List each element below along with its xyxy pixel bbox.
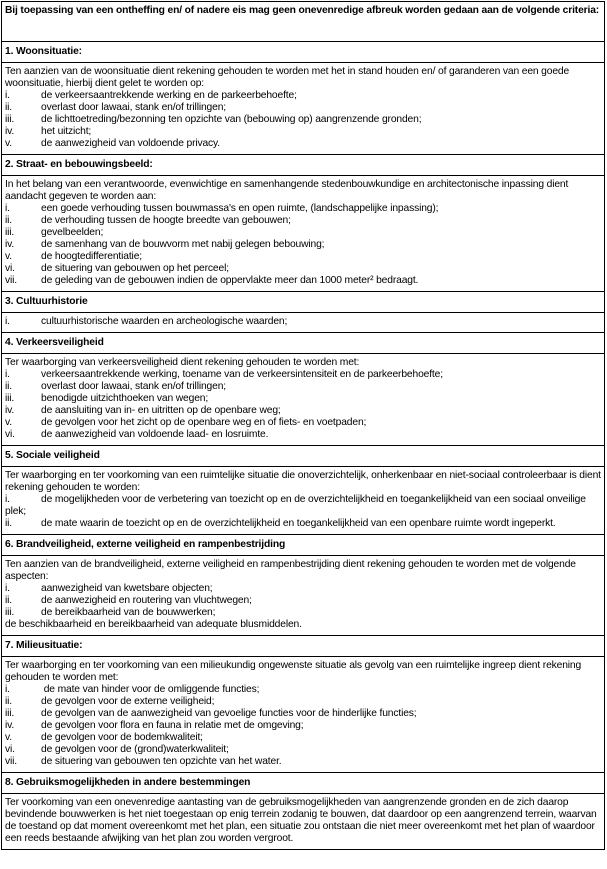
item-number: iii. [5, 393, 15, 404]
criteria-item [5, 227, 601, 239]
section-paragraph: Ten aanzien van de woonsituatie dient rekening gehouden te worden met het in stand houden en/ of garanderen van een goede woonsituatie, hierbij dient gelet te worden op: [5, 66, 570, 89]
item-text: cultuurhistorische waarden en archeologische waarden; [41, 316, 288, 327]
criteria-item [5, 239, 601, 251]
item-text: de mate waarin de toezicht op en de overzichtelijkheid en toegankelijkheid van een openbare ruimte wordt ingeperkt. [41, 518, 556, 529]
item-text: de bereikbaarheid van de bouwwerken; [41, 607, 216, 618]
section-title: 6. Brandveiligheid, externe veiligheid en rampenbestrijding [2, 535, 605, 556]
criteria-item [5, 215, 601, 227]
item-text: verkeersaantrekkende werking, toename van de verkeersintensiteit en de parkeerbehoefte; [41, 369, 443, 380]
item-text: de aanwezigheid van voldoende privacy. [41, 138, 221, 149]
criteria-item [5, 720, 601, 732]
item-number: ii. [5, 595, 12, 606]
item-text: de gevolgen van de aanwezigheid van gevoelige functies voor de hinderlijke functies; [41, 708, 417, 719]
criteria-item [5, 316, 601, 328]
criteria-document [1, 1, 605, 850]
item-text: een goede verhouding tussen bouwmassa's en open ruimte, (landschappelijke inpassing); [41, 203, 439, 214]
item-text: de verkeersaantrekkende werking en de parkeerbehoefte; [41, 90, 297, 101]
item-number: iv. [5, 239, 15, 250]
item-number: ii. [5, 696, 12, 707]
item-number: vi. [5, 744, 15, 755]
section-header-cultuurhistorie [2, 292, 605, 313]
item-text: de gevolgen voor de bodemkwaliteit; [41, 732, 203, 743]
criteria-item [5, 263, 601, 275]
criteria-item [5, 393, 601, 405]
section-content [2, 176, 605, 292]
item-text: de gevolgen voor flora en fauna in relatie met de omgeving; [41, 720, 304, 731]
section-header-straat-en-bebouwingsbeeld [2, 155, 605, 176]
item-text: de aanwezigheid en routering van vluchtwegen; [41, 595, 252, 606]
section-body-straat-en-bebouwingsbeeld [2, 176, 605, 292]
item-text: overlast door lawaai, stank en/of trillingen; [41, 102, 226, 113]
criteria-item [5, 251, 601, 263]
item-text: de mate van hinder voor de omliggende functies; [41, 684, 260, 695]
criteria-item [5, 369, 601, 381]
item-number: i. [5, 203, 10, 214]
item-number: ii. [5, 215, 12, 226]
criteria-item [5, 90, 601, 102]
intro-text: Bij toepassing van een ontheffing en/ of nadere eis mag geen onevenredige afbreuk worden gedaan aan de volgende criteria: [2, 2, 605, 42]
section-content [2, 794, 605, 850]
criteria-item [5, 744, 601, 756]
criteria-item [5, 126, 601, 138]
item-number: vi. [5, 429, 15, 440]
item-text: de gevolgen voor het zicht op de openbare weg en of fiets- en voetpaden; [41, 417, 367, 428]
section-paragraph: Ten aanzien van de brandveiligheid, externe veiligheid en rampenbestrijding dient rekening gehouden te worden met de volgende aspecten: [5, 559, 576, 582]
item-number: iii. [5, 708, 15, 719]
criteria-item [5, 494, 601, 518]
item-number: v. [5, 417, 12, 428]
section-header-sociale-veiligheid [2, 446, 605, 467]
section-body-brandveiligheid-externe-veiligheid-en-rampenbestrijding [2, 556, 605, 636]
item-text: het uitzicht; [41, 126, 92, 137]
section-header-woonsituatie [2, 42, 605, 63]
item-text: de situering van gebouwen op het perceel; [41, 263, 229, 274]
item-number: ii. [5, 381, 12, 392]
criteria-item [5, 684, 601, 696]
section-title: 3. Cultuurhistorie [2, 292, 605, 313]
section-content [2, 354, 605, 446]
criteria-item [5, 595, 601, 607]
item-text: de samenhang van de bouwvorm met nabij gelegen bebouwing; [41, 239, 325, 250]
criteria-item [5, 518, 601, 530]
section-content [2, 556, 605, 636]
item-text: de gevolgen voor de (grond)waterkwaliteit; [41, 744, 229, 755]
item-number: i. [5, 494, 10, 505]
item-text: de situering van gebouwen ten opzichte van het water. [41, 756, 282, 767]
section-paragraph: In het belang van een verantwoorde, evenwichtige en samenhangende stedenbouwkundige en architectonische inpassing dient aandacht gegeven te worden aan: [5, 179, 569, 202]
criteria-table [1, 1, 605, 850]
item-text: de gevolgen voor de externe veiligheid; [41, 696, 215, 707]
section-paragraph: Ter waarborging van verkeersveiligheid dient rekening gehouden te worden met: [5, 357, 360, 368]
item-number: v. [5, 251, 12, 262]
section-body-sociale-veiligheid [2, 467, 605, 535]
item-text: de aanwezigheid van voldoende laad- en losruimte. [41, 429, 269, 440]
item-text: de aansluiting van in- en uitritten op de openbare weg; [41, 405, 281, 416]
section-title: 4. Verkeersveiligheid [2, 333, 605, 354]
criteria-item [5, 696, 601, 708]
item-number: i. [5, 316, 10, 327]
item-text: overlast door lawaai, stank en/of trillingen; [41, 381, 226, 392]
criteria-item [5, 275, 601, 287]
item-text: de geleding van de gebouwen indien de oppervlakte meer dan 1000 meter² bedraagt. [41, 275, 419, 286]
item-number: i. [5, 684, 10, 695]
item-text: de hoogtedifferentiatie; [41, 251, 142, 262]
item-number: vi. [5, 263, 15, 274]
item-number: iv. [5, 126, 15, 137]
item-number: i. [5, 369, 10, 380]
item-number: vii. [5, 756, 17, 767]
item-number: iii. [5, 227, 15, 238]
section-title: 1. Woonsituatie: [2, 42, 605, 63]
criteria-item [5, 429, 601, 441]
item-text: gevelbeelden; [41, 227, 104, 238]
section-content [2, 313, 605, 333]
item-text: benodigde uitzichthoeken van wegen; [41, 393, 209, 404]
section-content [2, 63, 605, 155]
criteria-item [5, 114, 601, 126]
item-text: de lichttoetreding/bezonning ten opzichte van (bebouwing op) aangrenzende gronden; [41, 114, 422, 125]
item-text: de verhouding tussen de hoogte breedte van gebouwen; [41, 215, 291, 226]
criteria-item [5, 417, 601, 429]
section-title: 5. Sociale veiligheid [2, 446, 605, 467]
section-header-brandveiligheid-externe-veiligheid-en-rampenbestrijding [2, 535, 605, 556]
section-title: 2. Straat- en bebouwingsbeeld: [2, 155, 605, 176]
item-number: vii. [5, 275, 17, 286]
intro-row [2, 2, 605, 42]
criteria-item [5, 708, 601, 720]
section-title: 8. Gebruiksmogelijkheden in andere bestemmingen [2, 773, 605, 794]
criteria-item [5, 732, 601, 744]
item-number: ii. [5, 518, 12, 529]
item-number: iv. [5, 405, 15, 416]
section-body-verkeersveiligheid [2, 354, 605, 446]
item-number: iv. [5, 720, 15, 731]
section-body-woonsituatie [2, 63, 605, 155]
section-paragraph: Ter voorkoming van een onevenredige aantasting van de gebruiksmogelijkheden van aangrenzende gronden en de zich daarop bevindende bouwwerken is het niet toegestaan op enig terrein zodanig te bouwen, dat daardoor op een aangrenzend terrein, waarvan de toestand op dat moment overeenkomt met het plan, een situatie zou ontstaan die niet meer overeenkomt met het plan of waardoor een reeds bestaande afwijking van het plan zou worden vergroot. [5, 797, 597, 844]
section-header-gebruiksmogelijkheden-in-andere-bestemmingen [2, 773, 605, 794]
criteria-item [5, 381, 601, 393]
section-closing: de beschikbaarheid en bereikbaarheid van adequate blusmiddelen. [5, 619, 302, 630]
section-body-gebruiksmogelijkheden-in-andere-bestemmingen [2, 794, 605, 850]
section-content [2, 657, 605, 773]
section-paragraph: Ter waarborging en ter voorkoming van een milieukundig ongewenste situatie als gevolg van een ruimtelijke ingreep dient rekening gehouden te worden met: [5, 660, 582, 683]
section-header-verkeersveiligheid [2, 333, 605, 354]
item-number: v. [5, 732, 12, 743]
section-header-milieusituatie [2, 636, 605, 657]
criteria-item [5, 138, 601, 150]
item-text: de mogelijkheden voor de verbetering van toezicht op en de overzichtelijkheid en toegankelijkheid van een sociaal onveilige plek; [5, 494, 586, 517]
item-number: iii. [5, 607, 15, 618]
item-number: i. [5, 90, 10, 101]
item-number: ii. [5, 102, 12, 113]
item-text: aanwezigheid van kwetsbare objecten; [41, 583, 213, 594]
item-number: iii. [5, 114, 15, 125]
criteria-item [5, 583, 601, 595]
section-title: 7. Milieusituatie: [2, 636, 605, 657]
section-body-milieusituatie [2, 657, 605, 773]
item-number: v. [5, 138, 12, 149]
criteria-item [5, 203, 601, 215]
section-content [2, 467, 605, 535]
criteria-item [5, 405, 601, 417]
item-number: i. [5, 583, 10, 594]
criteria-item [5, 607, 601, 619]
section-body-cultuurhistorie [2, 313, 605, 333]
section-paragraph: Ter waarborging en ter voorkoming van een ruimtelijke situatie die onoverzichtelijk, onherkenbaar en niet-sociaal controleerbaar is dient rekening gehouden te worden: [5, 470, 601, 493]
criteria-item [5, 102, 601, 114]
criteria-item [5, 756, 601, 768]
